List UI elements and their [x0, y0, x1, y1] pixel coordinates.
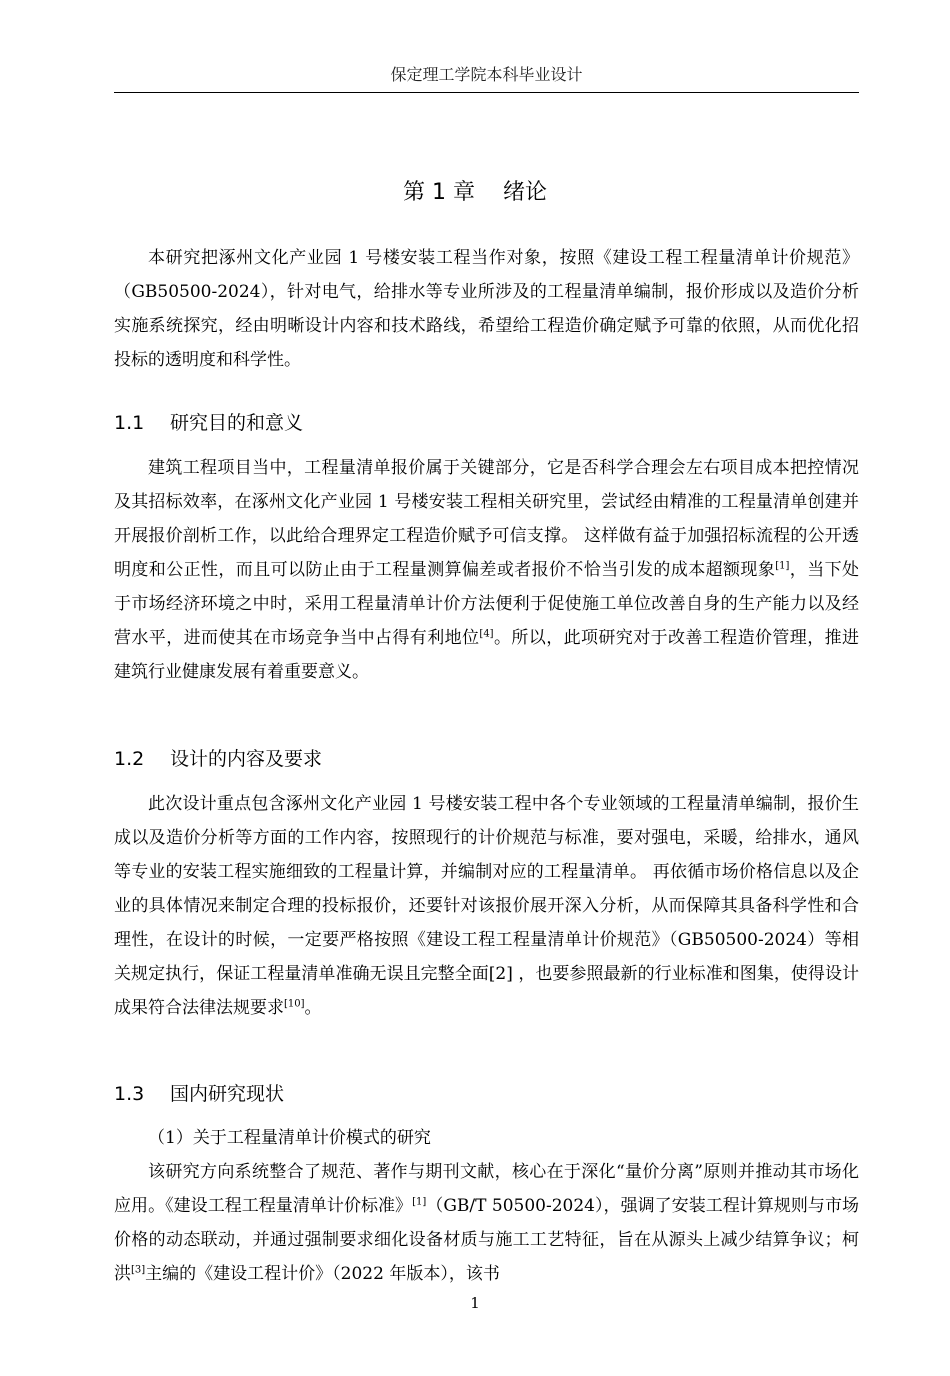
citation: [10] [284, 998, 305, 1010]
section-1-2-paragraph: 此次设计重点包含涿州文化产业园 1 号楼安装工程中各个专业领域的工程量清单编制，报价生成以及造价分析等方面的工作内容，按照现行的计价规范与标准，要对强电，采暖，给排水，通风等专业的安装工程实施细致的工程量计算，并编制对应的工程量清单。 再依循市场价格信息以及企业的具体情况来制定合理的投标报价，还要针对该报价展开深入分析，从而保障其具备科学性和合理性，在设计的时候，一定要严格按照《建设工程工程量清单计价规范》（GB50500-2024）等相关规定执行，保证工程量清单准确无误且完整全面[2] ，也要参照最新的行业标准和图集，使得设计成果符合法律法规要求[10]。 [114, 794, 859, 1018]
section-1-3-paragraph: 该研究方向系统整合了规范、著作与期刊文献，核心在于深化“量价分离”原则并推动其市场化应用。《建设工程工程量清单计价标准》[1]（GB/T 50500-2024），强调了安装工程计算规则与市场价格的动态联动，并通过强制要求细化设备材质与施工工艺特征，旨在从源头上减少结算争议；柯洪[3]主编的《建设工程计价》（2022 年版本），该书 [114, 1162, 859, 1284]
section-number: 1.1 [114, 412, 145, 434]
page-number: 1 [470, 1294, 480, 1312]
intro-paragraph: 本研究把涿州文化产业园 1 号楼安装工程当作对象，按照《建设工程工程量清单计价规范》（GB50500-2024），针对电气，给排水等专业所涉及的工程量清单编制，报价形成以及造价分析实施系统探究，经由明晰设计内容和技术路线，希望给工程造价确定赋予可靠的依照，从而优化招投标的透明度和科学性。 [114, 248, 859, 370]
chapter-heading [0, 176, 950, 210]
section-heading-1-2 [114, 744, 322, 774]
section-title: 设计的内容及要求 [170, 748, 323, 770]
page-header: 保定理工学院本科毕业设计 [114, 60, 859, 93]
citation: [1] [412, 1196, 427, 1208]
chapter-number: 第 1 章 [403, 180, 475, 205]
section-title: 国内研究现状 [170, 1083, 285, 1105]
section-1-1-paragraph: 建筑工程项目当中，工程量清单报价属于关键部分，它是否科学合理会左右项目成本把控情况及其招标效率，在涿州文化产业园 1 号楼安装工程相关研究里，尝试经由精准的工程量清单创建并开展报价剖析工作，以此给合理界定工程造价赋予可信支撑。 这样做有益于加强招标流程的公开透明度和公正性，而且可以防止由于工程量测算偏差或者报价不恰当引发的成本超额现象[1]，当下处于市场经济环境之中时，采用工程量清单计价方法便利于促使施工单位改善自身的生产能力以及经营水平，进而使其在市场竞争当中占得有利地位[4]。所以，此项研究对于改善工程造价管理，推进建筑行业健康发展有着重要意义。 [114, 458, 860, 682]
section-heading-1-3 [114, 1079, 284, 1109]
chapter-title: 绪论 [502, 180, 547, 205]
section-number: 1.3 [114, 1083, 145, 1105]
section-title: 研究目的和意义 [170, 412, 304, 434]
subheading: （1）关于工程量清单计价模式的研究 [148, 1128, 431, 1148]
citation: [1] [775, 560, 790, 572]
citation: [3] [131, 1264, 146, 1276]
citation: [4] [479, 628, 494, 640]
section-heading-1-1 [114, 408, 303, 438]
section-number: 1.2 [114, 748, 145, 770]
